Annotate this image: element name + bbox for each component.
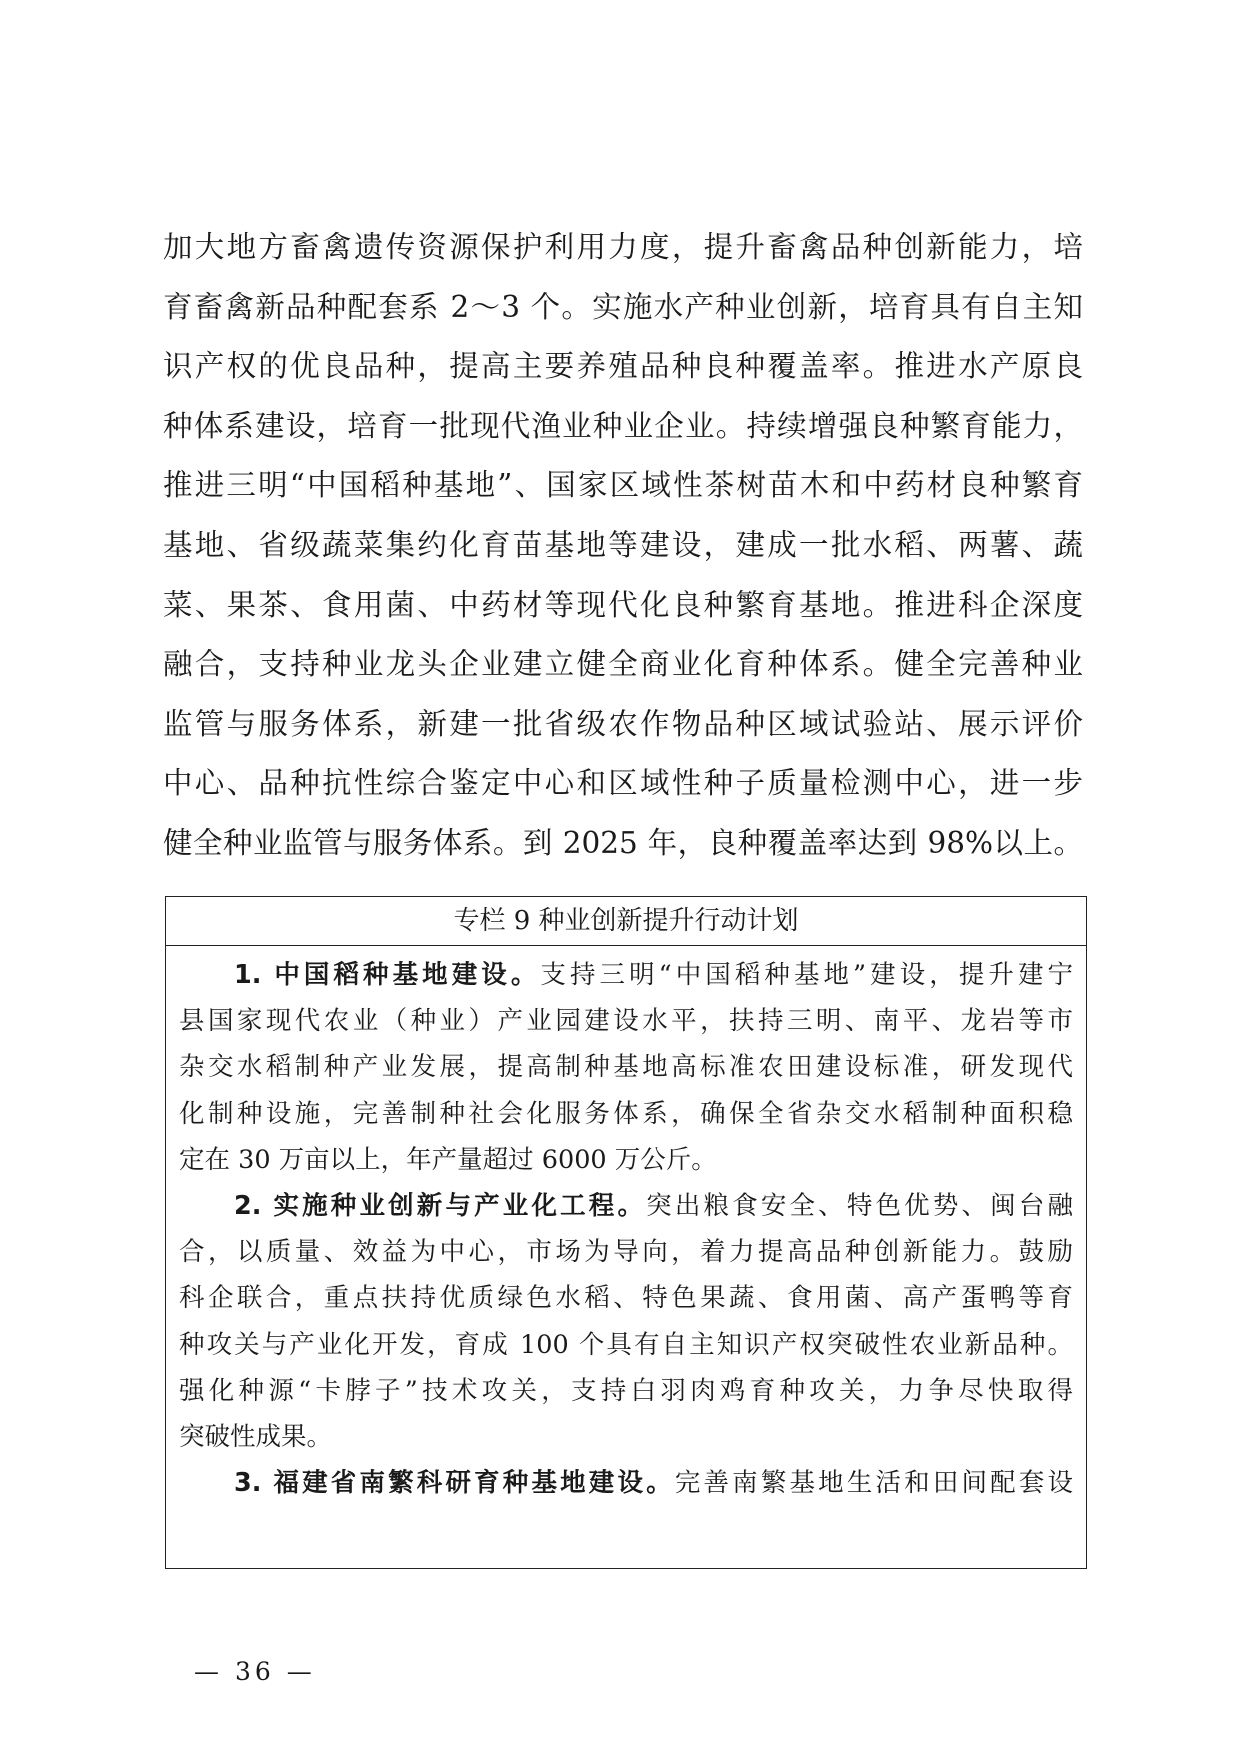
item2-line: 强化种源“卡脖子”技术攻关，支持白羽肉鸡育种攻关，力争尽快取得 (179, 1375, 1073, 1406)
body-line: 融合，支持种业龙头企业建立健全商业化育种体系。健全完善种业 (163, 647, 1083, 682)
item2-line: 突破性成果。 (179, 1422, 333, 1453)
item3-text: 完善南繁基地生活和田间配套设 (674, 1468, 1073, 1499)
body-line: 监管与服务体系，新建一批省级农作物品种区域试验站、展示评价 (163, 706, 1083, 741)
page-number: — 36 — (194, 1657, 316, 1686)
item1-heading: 1. 中国稻种基地建设。 (234, 960, 541, 990)
item1-line: 县国家现代农业（种业）产业园建设水平，扶持三明、南平、龙岩等市 (179, 1006, 1073, 1037)
box-title: 专栏 9 种业创新提升行动计划 (166, 897, 1086, 946)
item1-line: 杂交水稻制种产业发展，提高制种基地高标准农田建设标准，研发现代 (179, 1052, 1073, 1083)
item3-first-line (179, 1460, 1073, 1506)
body-line: 基地、省级蔬菜集约化育苗基地等建设，建成一批水稻、两薯、蔬 (163, 527, 1083, 562)
item2-line: 种攻关与产业化开发，育成 100 个具有自主知识产权突破性农业新品种。 (179, 1329, 1073, 1360)
item2-line: 科企联合，重点扶持优质绿色水稻、特色果蔬、食用菌、高产蛋鸭等育 (179, 1283, 1073, 1314)
body-line: 菜、果茶、食用菌、中药材等现代化良种繁育基地。推进科企深度 (163, 587, 1083, 622)
body-line: 育畜禽新品种配套系 2～3 个。实施水产种业创新，培育具有自主知 (163, 289, 1083, 324)
column-box (165, 896, 1087, 1569)
item2-text: 突出粮食安全、特色优势、闽台融 (646, 1191, 1073, 1222)
item1-text: 支持三明“中国稻种基地”建设，提升建宁 (540, 960, 1073, 990)
item1-line: 化制种设施，完善制种社会化服务体系，确保全省杂交水稻制种面积稳 (179, 1098, 1073, 1129)
item2-first-line (179, 1183, 1073, 1229)
body-line: 识产权的优良品种，提高主要养殖品种良种覆盖率。推进水产原良 (163, 349, 1083, 384)
body-line: 推进三明“中国稻种基地”、国家区域性茶树苗木和中药材良种繁育 (163, 468, 1083, 503)
item1-first-line (179, 952, 1073, 998)
box-body (166, 946, 1086, 1506)
item2-heading: 2. 实施种业创新与产业化工程。 (234, 1191, 647, 1222)
body-line: 种体系建设，培育一批现代渔业种业企业。持续增强良种繁育能力， (163, 408, 1083, 443)
item3-heading: 3. 福建省南繁科研育种基地建设。 (234, 1468, 675, 1499)
body-line: 加大地方畜禽遗传资源保护利用力度，提升畜禽品种创新能力，培 (163, 230, 1083, 264)
body-line: 健全种业监管与服务体系。到 2025 年，良种覆盖率达到 98%以上。 (163, 825, 1083, 860)
item2-line: 合，以质量、效益为中心，市场为导向，着力提高品种创新能力。鼓励 (179, 1237, 1073, 1268)
body-paragraph (163, 218, 1083, 874)
body-line: 中心、品种抗性综合鉴定中心和区域性种子质量检测中心，进一步 (163, 766, 1083, 801)
item1-line: 定在 30 万亩以上，年产量超过 6000 万公斤。 (179, 1144, 717, 1175)
